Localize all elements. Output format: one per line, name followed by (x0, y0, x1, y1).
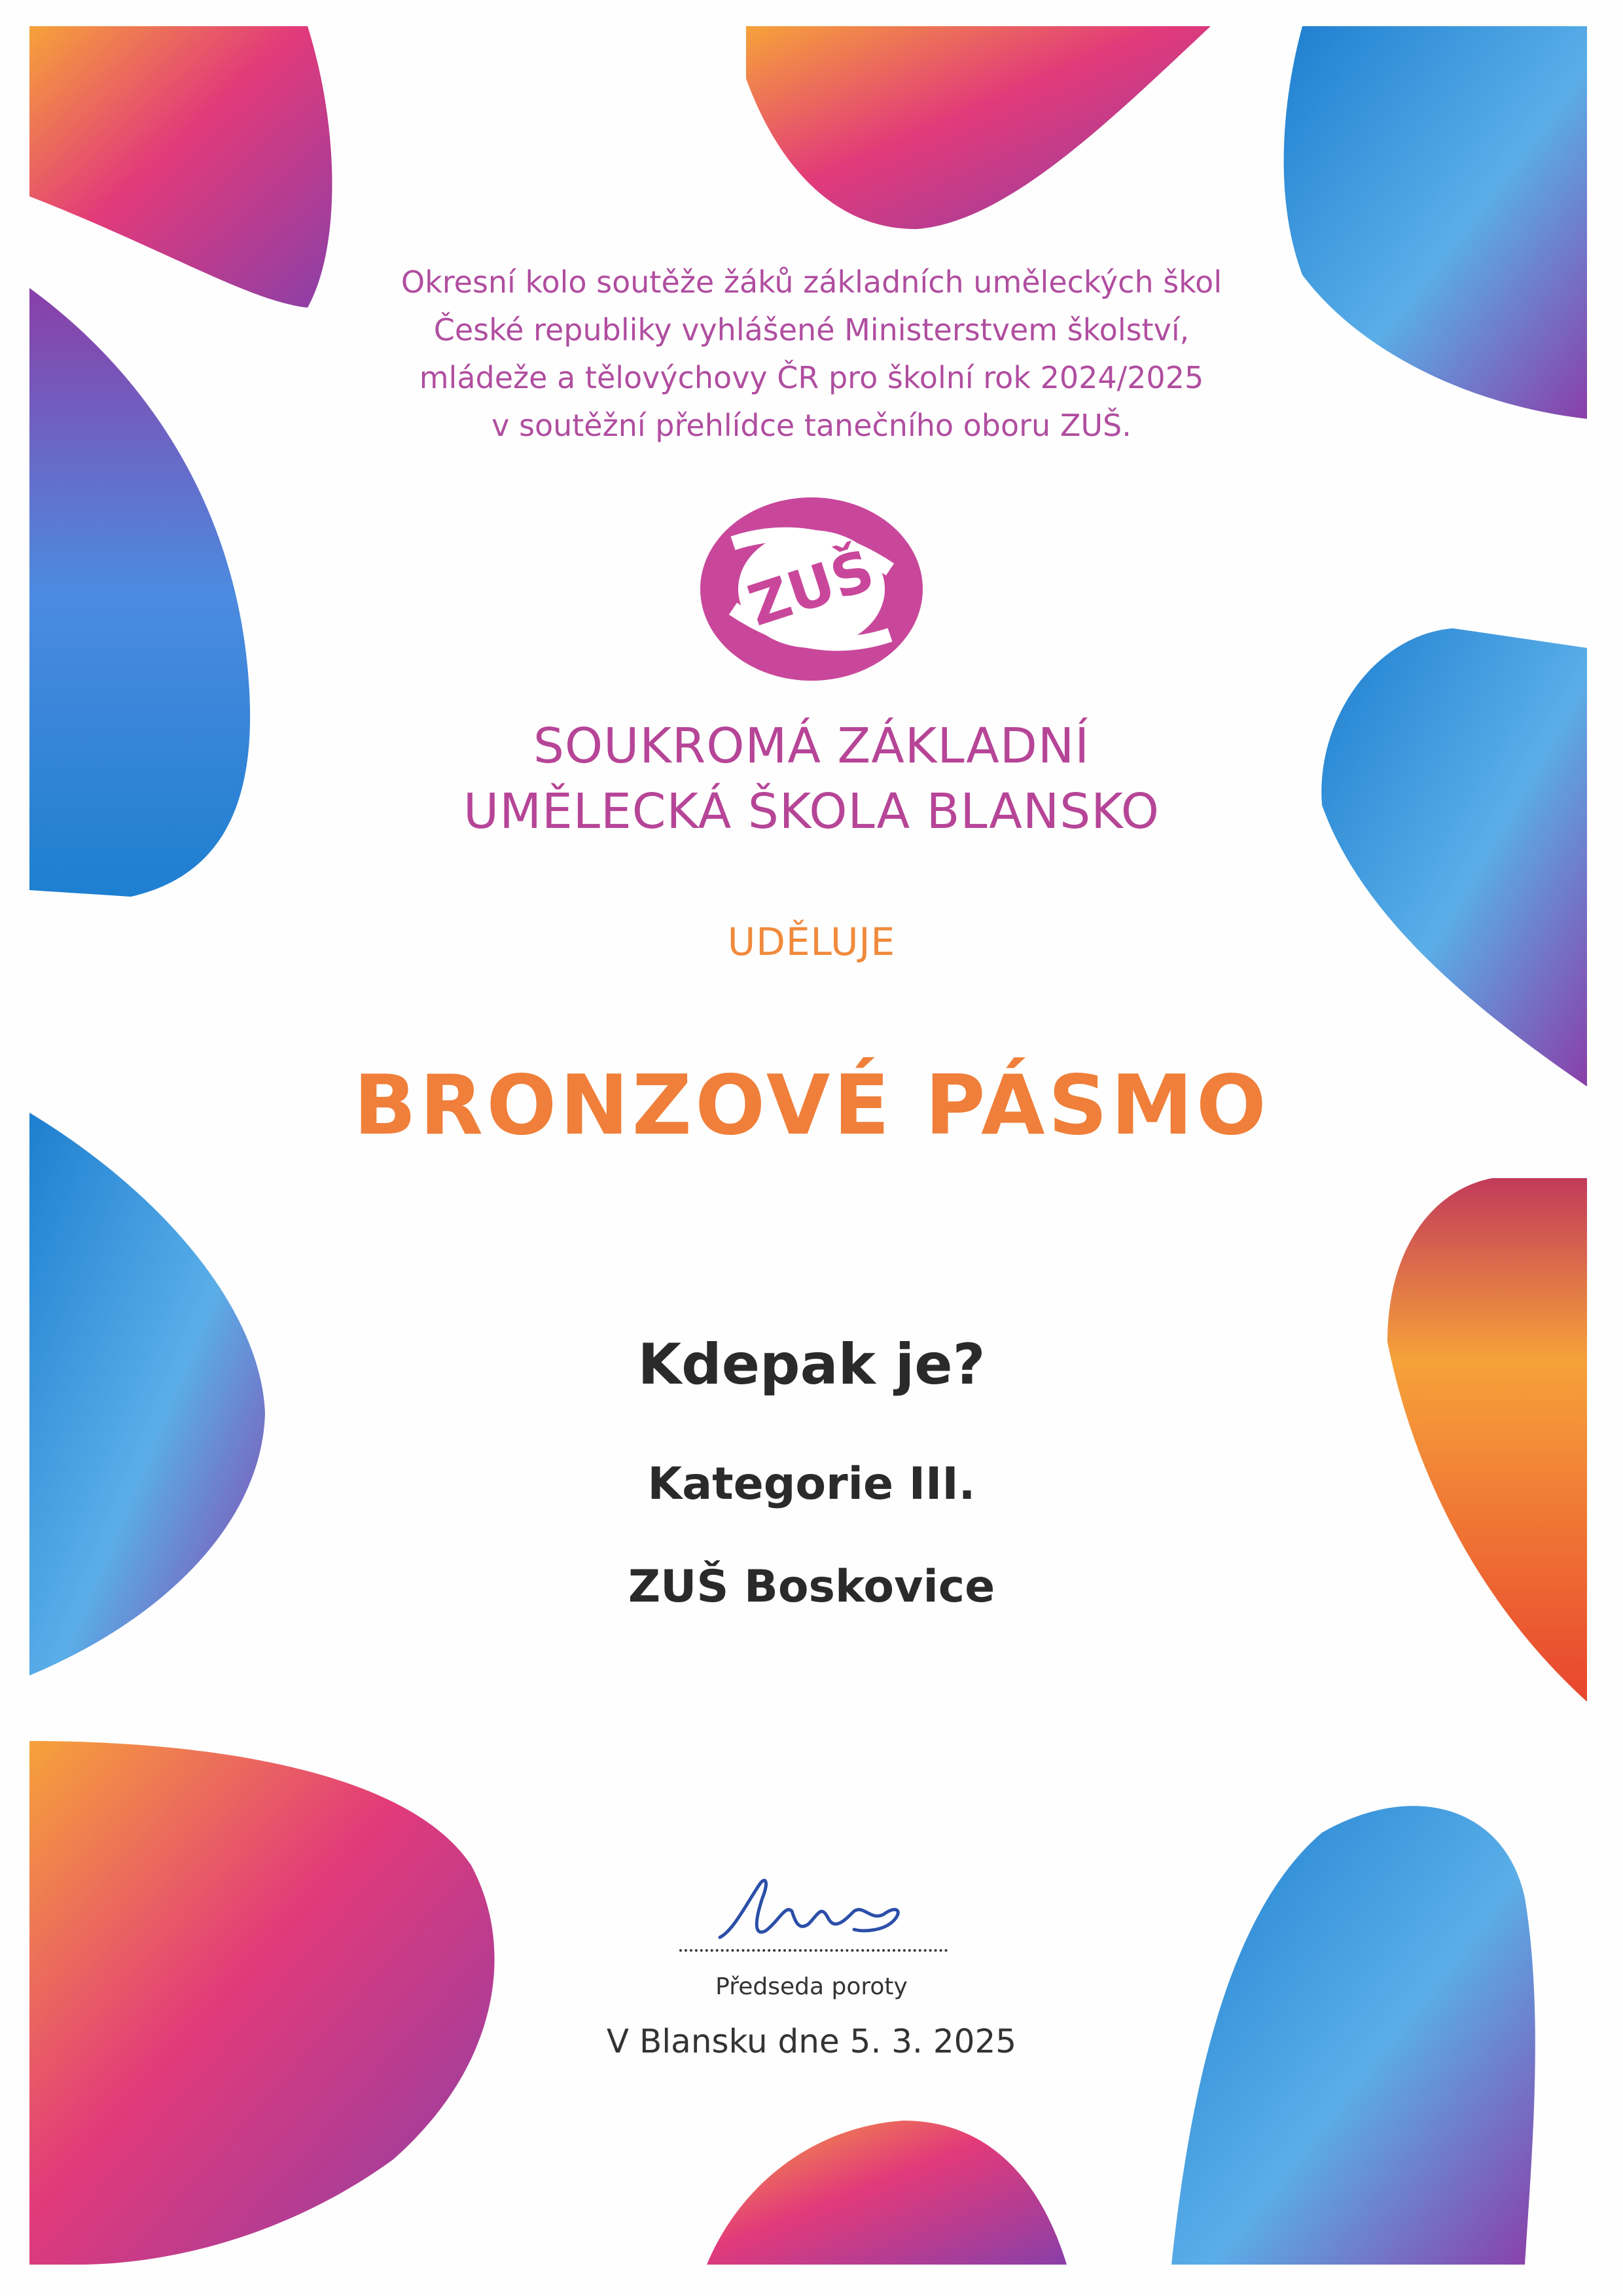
school-line-1: SOUKROMÁ ZÁKLADNÍ (533, 718, 1090, 774)
ribbon-top-center (746, 26, 1211, 229)
logo-text: ZUŠ (740, 537, 882, 639)
school-heading (0, 713, 1623, 844)
ribbon-right-middle (1321, 628, 1587, 1086)
intro-text (0, 259, 1623, 450)
awards-label: UDĚLUJE (727, 920, 896, 964)
place-and-date: V Blansku dne 5. 3. 2025 (606, 2022, 1017, 2060)
zus-logo (694, 491, 929, 687)
award-band: BRONZOVÉ PÁSMO (353, 1057, 1270, 1153)
intro-line: v soutěžní přehlídce tanečního oboru ZUŠ. (491, 408, 1132, 443)
ribbon-right-lower (1387, 1178, 1587, 1702)
ribbon-bottom-left (29, 1741, 495, 2265)
signature-role: Předseda poroty (715, 1973, 908, 2000)
intro-line: Okresní kolo soutěže žáků základních uměleckých škol (401, 264, 1222, 300)
category-label: Kategorie III. (647, 1458, 976, 1510)
intro-line: České republiky vyhlášené Ministerstvem školství, (433, 312, 1190, 348)
participant-school: ZUŠ Boskovice (628, 1561, 995, 1613)
work-title: Kdepak je? (637, 1332, 986, 1397)
intro-line: mládeže a tělovýchovy ČR pro školní rok 2024/2025 (419, 360, 1204, 395)
school-line-2: UMĚLECKÁ ŠKOLA BLANSKO (463, 783, 1160, 840)
handwritten-signature (707, 1859, 916, 1957)
ribbon-bottom-center (707, 2121, 1067, 2265)
signature-line (679, 1949, 948, 1952)
